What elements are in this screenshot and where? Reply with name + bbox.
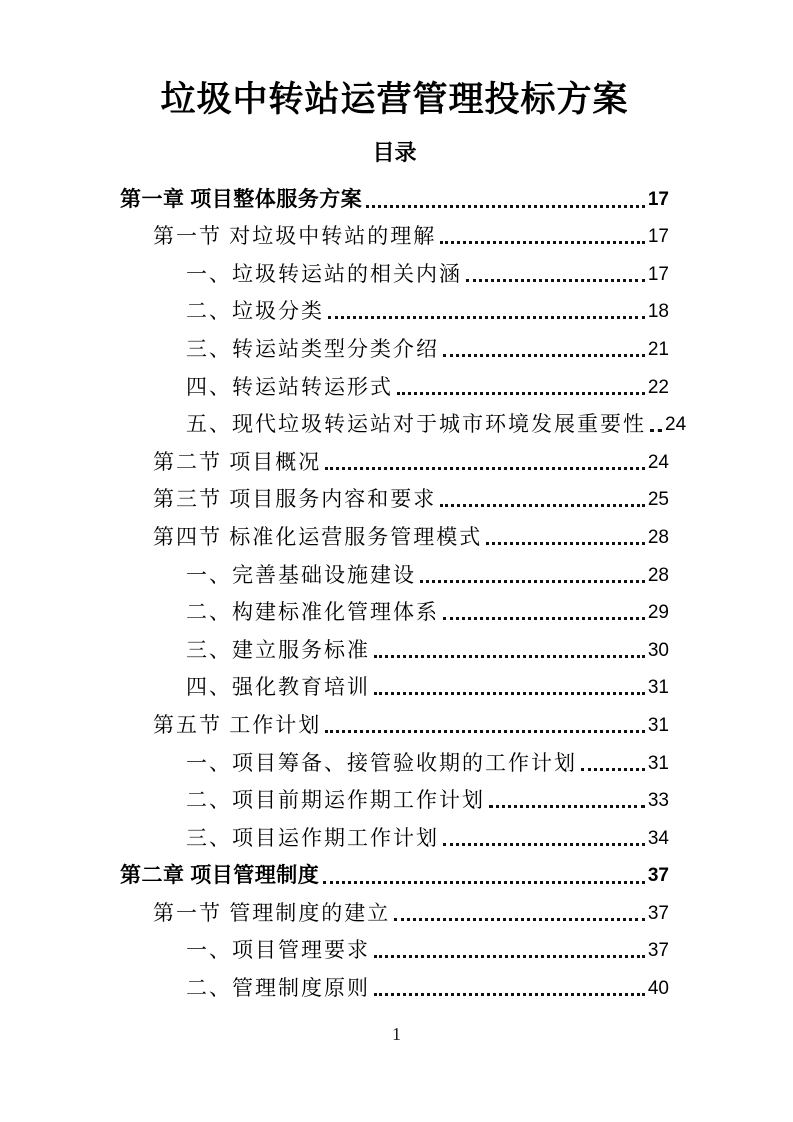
- toc-entry[interactable]: [120, 367, 669, 405]
- toc-entry-label: 第二节 项目概况: [153, 449, 322, 474]
- toc-entry-page: 17: [647, 188, 669, 210]
- toc-entry-label: 四、转运站转运形式: [186, 374, 393, 399]
- toc-entry-label: 三、建立服务标准: [186, 637, 370, 662]
- toc-entry-page: 17: [647, 263, 669, 285]
- toc-entry[interactable]: [120, 329, 669, 367]
- toc-entry[interactable]: [120, 593, 669, 631]
- toc-heading: 目录: [372, 140, 417, 165]
- dot-leader: [323, 881, 645, 884]
- dot-leader: [420, 580, 645, 583]
- toc-entry-page: 31: [647, 752, 669, 774]
- toc-entry[interactable]: [120, 405, 687, 443]
- toc-entry[interactable]: [120, 743, 669, 781]
- toc-entry-label: 三、项目运作期工作计划: [186, 825, 439, 850]
- toc-entry-page: 24: [665, 414, 687, 436]
- toc-entry-page: 17: [647, 226, 669, 248]
- toc-entry-page: 29: [647, 602, 669, 624]
- page-number-footer: 1: [392, 1024, 401, 1044]
- dot-leader: [374, 692, 645, 695]
- toc-list: [120, 179, 687, 1006]
- dot-leader: [581, 768, 645, 771]
- dot-leader: [325, 467, 645, 470]
- dot-leader: [443, 843, 645, 846]
- dot-leader: [440, 241, 645, 244]
- toc-entry-label: 四、强化教育培训: [186, 675, 370, 700]
- toc-entry-page: 18: [647, 301, 669, 323]
- dot-leader: [397, 392, 645, 395]
- toc-entry[interactable]: [120, 968, 669, 1006]
- toc-entry-label: 二、垃圾分类: [186, 299, 324, 324]
- toc-entry-page: 40: [647, 978, 669, 1000]
- toc-entry-label: 第三节 项目服务内容和要求: [153, 487, 437, 512]
- toc-entry[interactable]: [120, 818, 669, 856]
- dot-leader: [394, 918, 645, 921]
- toc-entry[interactable]: [120, 668, 669, 706]
- dot-leader: [374, 655, 645, 658]
- toc-entry-page: 28: [647, 526, 669, 548]
- toc-entry-page: 28: [647, 564, 669, 586]
- toc-entry-label: 第五节 工作计划: [153, 712, 322, 737]
- toc-entry-page: 30: [647, 639, 669, 661]
- toc-entry[interactable]: [120, 517, 669, 555]
- toc-entry-label: 第一章 项目整体服务方案: [120, 186, 363, 211]
- toc-entry[interactable]: [120, 555, 669, 593]
- toc-entry-label: 一、项目筹备、接管验收期的工作计划: [186, 750, 577, 775]
- toc-entry[interactable]: [120, 292, 669, 330]
- toc-entry[interactable]: [120, 254, 669, 292]
- toc-entry-page: 34: [647, 827, 669, 849]
- dot-leader: [443, 617, 645, 620]
- toc-entry-label: 二、管理制度原则: [186, 976, 370, 1001]
- dot-leader: [443, 354, 645, 357]
- toc-entry-label: 第一节 管理制度的建立: [153, 900, 391, 925]
- toc-entry[interactable]: [120, 442, 669, 480]
- toc-entry[interactable]: [120, 179, 669, 217]
- toc-entry-label: 一、完善基础设施建设: [186, 562, 416, 587]
- toc-entry-page: 37: [647, 902, 669, 924]
- dot-leader: [328, 316, 645, 319]
- toc-entry-label: 第四节 标准化运营服务管理模式: [153, 524, 483, 549]
- toc-entry-page: 21: [647, 338, 669, 360]
- toc-entry-label: 二、构建标准化管理体系: [186, 600, 439, 625]
- toc-entry-page: 31: [647, 714, 669, 736]
- toc-entry-label: 第二章 项目管理制度: [120, 863, 320, 888]
- toc-entry-page: 31: [647, 677, 669, 699]
- dot-leader: [325, 730, 645, 733]
- dot-leader: [486, 542, 645, 545]
- toc-entry[interactable]: [120, 705, 669, 743]
- toc-entry-page: 24: [647, 451, 669, 473]
- toc-entry[interactable]: [120, 781, 669, 819]
- toc-entry-label: 五、现代垃圾转运站对于城市环境发展重要性: [186, 412, 646, 437]
- dot-leader: [366, 205, 645, 208]
- toc-entry[interactable]: [120, 893, 669, 931]
- dot-leader: [466, 279, 645, 282]
- toc-entry-page: 25: [647, 489, 669, 511]
- toc-entry-label: 一、项目管理要求: [186, 938, 370, 963]
- toc-entry-page: 37: [647, 865, 669, 887]
- toc-entry[interactable]: [120, 480, 669, 518]
- dot-leader: [374, 993, 645, 996]
- document-title: 垃圾中转站运营管理投标方案: [160, 80, 629, 119]
- toc-entry-label: 三、转运站类型分类介绍: [186, 336, 439, 361]
- toc-entry-label: 一、垃圾转运站的相关内涵: [186, 261, 462, 286]
- toc-entry[interactable]: [120, 630, 669, 668]
- toc-entry[interactable]: [120, 931, 669, 969]
- toc-entry[interactable]: [120, 856, 669, 894]
- dot-leader: [374, 955, 645, 958]
- toc-entry-label: 第一节 对垃圾中转站的理解: [153, 224, 437, 249]
- dot-leader: [440, 504, 645, 507]
- dot-leader: [489, 805, 645, 808]
- toc-entry-page: 22: [647, 376, 669, 398]
- toc-entry[interactable]: [120, 217, 669, 255]
- dot-leader: [650, 429, 662, 432]
- toc-entry-label: 二、项目前期运作期工作计划: [186, 788, 485, 813]
- toc-entry-page: 37: [647, 940, 669, 962]
- toc-entry-page: 33: [647, 790, 669, 812]
